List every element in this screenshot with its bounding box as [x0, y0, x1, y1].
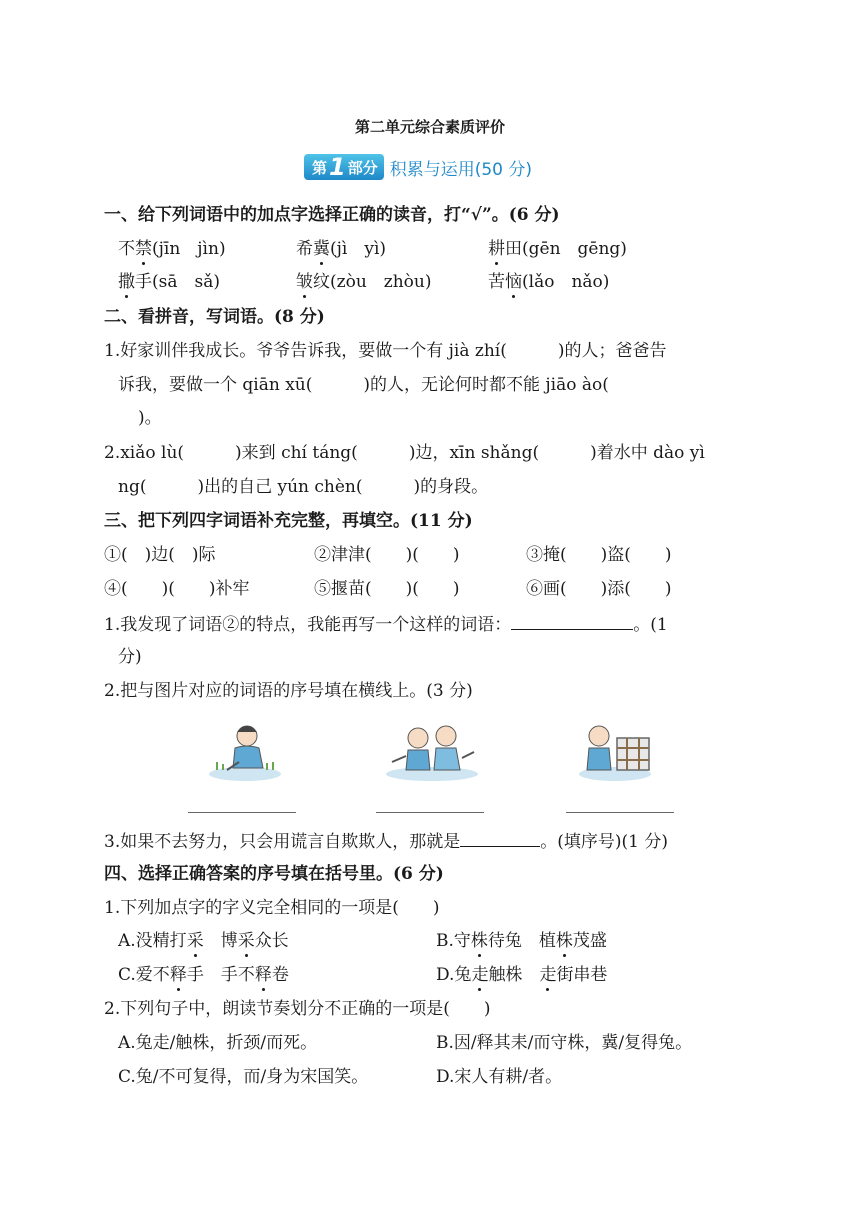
q1-item-1-pre: 不: [118, 239, 135, 259]
q3-idiom-3: ③掩( )盗( ): [526, 545, 672, 565]
part-badge-pre: 第: [312, 158, 328, 177]
q3-sub-3-text: 3.如果不去努力，只会用谎言自欺欺人，那就是: [104, 832, 461, 852]
q1-item-1-post: (jīn jìn): [152, 239, 226, 259]
q4-heading: 四、选择正确答案的序号填在括号里。(6 分): [104, 864, 444, 884]
q3-sub-1-blank[interactable]: [511, 611, 633, 630]
q1-item-1-dot: 禁: [135, 239, 152, 259]
q3-idiom-5: ⑤揠苗( )( ): [314, 579, 460, 599]
part-title: 积累与运用(50 分): [389, 159, 533, 180]
q1-item-2-dot: 冀: [313, 239, 330, 259]
q1-item-6: [488, 270, 609, 294]
q1-item-6-post: (lǎo nǎo): [522, 272, 610, 292]
q3-sub-1: [104, 611, 668, 637]
q4-option-1a: A.没精打采 博采众长: [118, 931, 289, 951]
q3-sub-1-text: 1.我发现了词语②的特点，我能再写一个这样的词语：: [104, 615, 512, 635]
q3-idiom-6: ⑥画( )添( ): [526, 579, 672, 599]
q3-idiom-1: ①( )边( )际: [104, 545, 216, 565]
q1-item-2: [296, 237, 386, 261]
q3-idiom-4: ④( )( )补牢: [104, 579, 250, 599]
q1-item-5-dot: 皱: [296, 272, 313, 292]
q1-heading: 一、给下列词语中的加点字选择正确的读音，打“√”。(6 分): [104, 205, 560, 225]
q2-line-1: 1.好家训伴我成长。爷爷告诉我，要做一个有 jià zhí( )的人；爸爸告: [104, 341, 667, 361]
q1-item-4: [118, 270, 220, 294]
q3-idiom-2: ②津津( )( ): [314, 545, 460, 565]
q3-heading: 三、把下列四字词语补充完整，再填空。(11 分): [104, 511, 473, 531]
q2-heading: 二、看拼音，写词语。(8 分): [104, 307, 325, 327]
answer-line-3[interactable]: [566, 812, 674, 813]
q4-option-1c: C.爱不释手 手不释卷: [118, 965, 289, 985]
q1-item-2-pre: 希: [296, 239, 313, 259]
part-header: [304, 152, 532, 182]
q4-option-2d: D.宋人有耕/者。: [436, 1067, 563, 1087]
part-badge-post: 部分: [347, 158, 378, 177]
q1-item-6-dot: 恼: [505, 272, 522, 292]
part-badge: [304, 154, 384, 180]
q3-sub-3: [104, 828, 668, 854]
q1-item-5-post: 纹(zòu zhòu): [313, 272, 432, 292]
q1-item-2-post: (jì yì): [330, 239, 387, 259]
q1-item-3-post: 田(gēn gēng): [505, 239, 627, 259]
q4-option-1b: B.守株待兔 植株茂盛: [436, 931, 607, 951]
q1-item-3-dot: 耕: [488, 239, 505, 259]
q4-option-2b: B.因/释其耒/而守株，冀/复得兔。: [436, 1033, 693, 1053]
q3-sub-3-tail: 。(填序号)(1 分): [540, 832, 668, 852]
q4-sub-1: 1.下列加点字的字义完全相同的一项是( ): [104, 898, 440, 918]
q4-option-2c: C.兔/不可复得，而/身为宋国笑。: [118, 1067, 369, 1087]
answer-line-2[interactable]: [376, 812, 484, 813]
q2-line-5: ng( )出的自己 yún chèn( )的身段。: [118, 477, 489, 497]
q1-item-1: [118, 237, 226, 261]
q3-sub-2: 2.把与图片对应的词语的序号填在横线上。(3 分): [104, 681, 473, 701]
picture-mending-pen: [575, 718, 655, 784]
q4-sub-2: 2.下列句子中，朗读节奏划分不正确的一项是( ): [104, 999, 491, 1019]
q3-sub-1-cont: 分): [118, 647, 142, 667]
q4-option-1d: D.兔走触株 走街串巷: [436, 965, 608, 985]
picture-two-boys: [382, 718, 482, 784]
q3-sub-3-blank[interactable]: [460, 828, 540, 847]
answer-line-1[interactable]: [188, 812, 296, 813]
q1-item-3: [488, 237, 627, 261]
q2-line-3: )。: [138, 408, 162, 428]
part-badge-number: 1: [329, 153, 346, 181]
q1-item-6-pre: 苦: [488, 272, 505, 292]
q2-line-4: 2.xiǎo lù( )来到 chí táng( )边，xīn shǎng( )着水中 dào yì: [104, 443, 705, 463]
page-title: 第二单元综合素质评价: [354, 118, 505, 136]
q4-option-2a: A.兔走/触株，折颈/而死。: [118, 1033, 318, 1053]
q1-item-5: [296, 270, 432, 294]
q1-item-4-post: 手(sā sǎ): [135, 272, 220, 292]
q1-item-4-dot: 撒: [118, 272, 135, 292]
q2-line-2: 诉我，要做一个 qiān xū( )的人，无论何时都不能 jiāo ào(: [118, 375, 609, 395]
picture-pulling-seedlings: [205, 718, 285, 784]
q3-sub-1-tail: 。(1: [633, 615, 668, 635]
